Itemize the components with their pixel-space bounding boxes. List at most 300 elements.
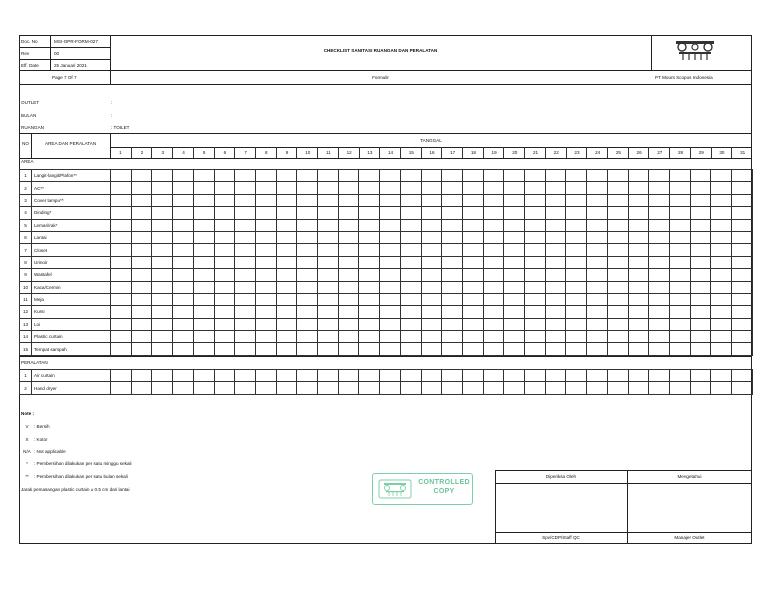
check-cell[interactable] (173, 194, 194, 206)
check-cell[interactable] (400, 231, 421, 243)
check-cell[interactable] (545, 343, 566, 355)
check-cell[interactable] (131, 306, 152, 318)
check-cell[interactable] (338, 281, 359, 293)
check-cell[interactable] (359, 318, 380, 330)
check-cell[interactable] (131, 231, 152, 243)
check-cell[interactable] (566, 182, 587, 194)
check-cell[interactable] (338, 194, 359, 206)
check-cell[interactable] (628, 244, 649, 256)
check-cell[interactable] (566, 170, 587, 182)
check-cell[interactable] (462, 269, 483, 281)
check-cell[interactable] (690, 370, 711, 382)
check-cell[interactable] (297, 182, 318, 194)
check-cell[interactable] (255, 331, 276, 343)
check-cell[interactable] (380, 207, 401, 219)
check-cell[interactable] (483, 207, 504, 219)
check-cell[interactable] (400, 306, 421, 318)
check-cell[interactable] (131, 194, 152, 206)
check-cell[interactable] (566, 194, 587, 206)
check-cell[interactable] (255, 343, 276, 355)
check-cell[interactable] (732, 170, 753, 182)
check-cell[interactable] (545, 293, 566, 305)
check-cell[interactable] (504, 318, 525, 330)
check-cell[interactable] (462, 382, 483, 394)
check-cell[interactable] (173, 182, 194, 194)
check-cell[interactable] (483, 182, 504, 194)
check-cell[interactable] (587, 343, 608, 355)
check-cell[interactable] (462, 370, 483, 382)
check-cell[interactable] (276, 170, 297, 182)
check-cell[interactable] (338, 207, 359, 219)
check-cell[interactable] (318, 370, 339, 382)
check-cell[interactable] (173, 331, 194, 343)
check-cell[interactable] (711, 231, 732, 243)
check-cell[interactable] (193, 244, 214, 256)
check-cell[interactable] (338, 256, 359, 268)
check-cell[interactable] (152, 318, 173, 330)
check-cell[interactable] (214, 182, 235, 194)
check-cell[interactable] (111, 370, 132, 382)
check-cell[interactable] (566, 318, 587, 330)
check-cell[interactable] (152, 244, 173, 256)
check-cell[interactable] (587, 281, 608, 293)
check-cell[interactable] (690, 194, 711, 206)
check-cell[interactable] (483, 293, 504, 305)
check-cell[interactable] (504, 182, 525, 194)
check-cell[interactable] (545, 281, 566, 293)
check-cell[interactable] (338, 382, 359, 394)
check-cell[interactable] (566, 343, 587, 355)
check-cell[interactable] (442, 256, 463, 268)
check-cell[interactable] (545, 318, 566, 330)
check-cell[interactable] (690, 182, 711, 194)
check-cell[interactable] (297, 293, 318, 305)
check-cell[interactable] (711, 318, 732, 330)
check-cell[interactable] (732, 207, 753, 219)
check-cell[interactable] (152, 306, 173, 318)
check-cell[interactable] (400, 182, 421, 194)
check-cell[interactable] (193, 170, 214, 182)
check-cell[interactable] (400, 194, 421, 206)
check-cell[interactable] (235, 170, 256, 182)
check-cell[interactable] (587, 207, 608, 219)
check-cell[interactable] (628, 318, 649, 330)
check-cell[interactable] (359, 182, 380, 194)
check-cell[interactable] (607, 370, 628, 382)
check-cell[interactable] (442, 382, 463, 394)
check-cell[interactable] (152, 231, 173, 243)
check-cell[interactable] (732, 306, 753, 318)
check-cell[interactable] (628, 382, 649, 394)
check-cell[interactable] (421, 306, 442, 318)
check-cell[interactable] (359, 293, 380, 305)
check-cell[interactable] (421, 269, 442, 281)
check-cell[interactable] (173, 244, 194, 256)
check-cell[interactable] (235, 219, 256, 231)
check-cell[interactable] (255, 244, 276, 256)
check-cell[interactable] (255, 293, 276, 305)
check-cell[interactable] (462, 219, 483, 231)
check-cell[interactable] (669, 256, 690, 268)
check-cell[interactable] (338, 331, 359, 343)
check-cell[interactable] (483, 219, 504, 231)
check-cell[interactable] (152, 269, 173, 281)
check-cell[interactable] (462, 281, 483, 293)
check-cell[interactable] (669, 331, 690, 343)
check-cell[interactable] (566, 231, 587, 243)
check-cell[interactable] (255, 370, 276, 382)
check-cell[interactable] (235, 194, 256, 206)
check-cell[interactable] (193, 331, 214, 343)
check-cell[interactable] (545, 170, 566, 182)
check-cell[interactable] (400, 281, 421, 293)
check-cell[interactable] (649, 194, 670, 206)
check-cell[interactable] (421, 182, 442, 194)
check-cell[interactable] (690, 231, 711, 243)
check-cell[interactable] (669, 318, 690, 330)
check-cell[interactable] (131, 219, 152, 231)
check-cell[interactable] (690, 306, 711, 318)
check-cell[interactable] (235, 343, 256, 355)
check-cell[interactable] (193, 182, 214, 194)
check-cell[interactable] (649, 269, 670, 281)
check-cell[interactable] (732, 370, 753, 382)
check-cell[interactable] (400, 343, 421, 355)
check-cell[interactable] (111, 331, 132, 343)
check-cell[interactable] (152, 382, 173, 394)
check-cell[interactable] (483, 281, 504, 293)
check-cell[interactable] (442, 219, 463, 231)
check-cell[interactable] (690, 382, 711, 394)
check-cell[interactable] (318, 244, 339, 256)
check-cell[interactable] (338, 370, 359, 382)
check-cell[interactable] (297, 306, 318, 318)
check-cell[interactable] (483, 194, 504, 206)
check-cell[interactable] (442, 244, 463, 256)
check-cell[interactable] (587, 170, 608, 182)
check-cell[interactable] (587, 269, 608, 281)
check-cell[interactable] (380, 269, 401, 281)
check-cell[interactable] (504, 207, 525, 219)
check-cell[interactable] (566, 244, 587, 256)
check-cell[interactable] (400, 207, 421, 219)
check-cell[interactable] (462, 293, 483, 305)
check-cell[interactable] (214, 318, 235, 330)
check-cell[interactable] (173, 281, 194, 293)
check-cell[interactable] (649, 306, 670, 318)
check-cell[interactable] (732, 281, 753, 293)
check-cell[interactable] (131, 293, 152, 305)
check-cell[interactable] (525, 269, 546, 281)
check-cell[interactable] (628, 207, 649, 219)
check-cell[interactable] (628, 370, 649, 382)
check-cell[interactable] (690, 343, 711, 355)
check-cell[interactable] (462, 170, 483, 182)
check-cell[interactable] (483, 244, 504, 256)
check-cell[interactable] (504, 382, 525, 394)
check-cell[interactable] (297, 331, 318, 343)
check-cell[interactable] (235, 256, 256, 268)
check-cell[interactable] (111, 382, 132, 394)
check-cell[interactable] (690, 244, 711, 256)
check-cell[interactable] (545, 231, 566, 243)
check-cell[interactable] (111, 231, 132, 243)
check-cell[interactable] (607, 318, 628, 330)
check-cell[interactable] (628, 269, 649, 281)
check-cell[interactable] (587, 306, 608, 318)
check-cell[interactable] (131, 318, 152, 330)
check-cell[interactable] (255, 281, 276, 293)
check-cell[interactable] (235, 306, 256, 318)
check-cell[interactable] (711, 293, 732, 305)
check-cell[interactable] (504, 281, 525, 293)
check-cell[interactable] (442, 194, 463, 206)
check-cell[interactable] (152, 293, 173, 305)
check-cell[interactable] (525, 194, 546, 206)
check-cell[interactable] (732, 182, 753, 194)
check-cell[interactable] (628, 293, 649, 305)
check-cell[interactable] (442, 293, 463, 305)
check-cell[interactable] (607, 244, 628, 256)
check-cell[interactable] (111, 244, 132, 256)
check-cell[interactable] (111, 170, 132, 182)
check-cell[interactable] (525, 293, 546, 305)
check-cell[interactable] (732, 382, 753, 394)
check-cell[interactable] (193, 207, 214, 219)
check-cell[interactable] (711, 343, 732, 355)
check-cell[interactable] (421, 318, 442, 330)
check-cell[interactable] (359, 306, 380, 318)
check-cell[interactable] (276, 207, 297, 219)
check-cell[interactable] (276, 269, 297, 281)
check-cell[interactable] (732, 219, 753, 231)
check-cell[interactable] (566, 306, 587, 318)
check-cell[interactable] (545, 382, 566, 394)
check-cell[interactable] (649, 331, 670, 343)
check-cell[interactable] (587, 382, 608, 394)
check-cell[interactable] (545, 269, 566, 281)
check-cell[interactable] (628, 343, 649, 355)
check-cell[interactable] (628, 306, 649, 318)
check-cell[interactable] (545, 244, 566, 256)
check-cell[interactable] (318, 219, 339, 231)
check-cell[interactable] (711, 269, 732, 281)
check-cell[interactable] (462, 207, 483, 219)
check-cell[interactable] (504, 194, 525, 206)
check-cell[interactable] (235, 293, 256, 305)
check-cell[interactable] (711, 256, 732, 268)
check-cell[interactable] (131, 370, 152, 382)
check-cell[interactable] (255, 182, 276, 194)
check-cell[interactable] (483, 382, 504, 394)
check-cell[interactable] (421, 370, 442, 382)
check-cell[interactable] (607, 306, 628, 318)
check-cell[interactable] (587, 293, 608, 305)
check-cell[interactable] (297, 194, 318, 206)
check-cell[interactable] (400, 219, 421, 231)
check-cell[interactable] (504, 219, 525, 231)
check-cell[interactable] (504, 343, 525, 355)
check-cell[interactable] (111, 306, 132, 318)
check-cell[interactable] (587, 219, 608, 231)
check-cell[interactable] (276, 194, 297, 206)
check-cell[interactable] (690, 269, 711, 281)
check-cell[interactable] (421, 281, 442, 293)
check-cell[interactable] (214, 170, 235, 182)
check-cell[interactable] (400, 382, 421, 394)
check-cell[interactable] (131, 331, 152, 343)
check-cell[interactable] (587, 318, 608, 330)
check-cell[interactable] (607, 331, 628, 343)
check-cell[interactable] (421, 382, 442, 394)
check-cell[interactable] (690, 281, 711, 293)
check-cell[interactable] (483, 256, 504, 268)
check-cell[interactable] (628, 331, 649, 343)
check-cell[interactable] (711, 194, 732, 206)
check-cell[interactable] (214, 343, 235, 355)
check-cell[interactable] (421, 331, 442, 343)
check-cell[interactable] (214, 244, 235, 256)
check-cell[interactable] (690, 207, 711, 219)
check-cell[interactable] (442, 269, 463, 281)
check-cell[interactable] (462, 318, 483, 330)
check-cell[interactable] (152, 370, 173, 382)
check-cell[interactable] (669, 219, 690, 231)
check-cell[interactable] (607, 182, 628, 194)
check-cell[interactable] (711, 244, 732, 256)
check-cell[interactable] (152, 219, 173, 231)
check-cell[interactable] (545, 194, 566, 206)
check-cell[interactable] (380, 231, 401, 243)
check-cell[interactable] (628, 170, 649, 182)
check-cell[interactable] (318, 231, 339, 243)
check-cell[interactable] (235, 269, 256, 281)
check-cell[interactable] (359, 256, 380, 268)
check-cell[interactable] (235, 207, 256, 219)
check-cell[interactable] (504, 231, 525, 243)
check-cell[interactable] (649, 293, 670, 305)
check-cell[interactable] (690, 331, 711, 343)
check-cell[interactable] (545, 331, 566, 343)
check-cell[interactable] (255, 231, 276, 243)
check-cell[interactable] (442, 343, 463, 355)
check-cell[interactable] (607, 194, 628, 206)
check-cell[interactable] (442, 207, 463, 219)
check-cell[interactable] (421, 231, 442, 243)
check-cell[interactable] (545, 182, 566, 194)
check-cell[interactable] (732, 293, 753, 305)
check-cell[interactable] (442, 331, 463, 343)
check-cell[interactable] (421, 244, 442, 256)
check-cell[interactable] (566, 382, 587, 394)
check-cell[interactable] (504, 370, 525, 382)
check-cell[interactable] (193, 231, 214, 243)
check-cell[interactable] (235, 281, 256, 293)
check-cell[interactable] (255, 269, 276, 281)
check-cell[interactable] (111, 207, 132, 219)
check-cell[interactable] (607, 231, 628, 243)
check-cell[interactable] (711, 306, 732, 318)
check-cell[interactable] (193, 382, 214, 394)
check-cell[interactable] (173, 256, 194, 268)
check-cell[interactable] (732, 269, 753, 281)
check-cell[interactable] (690, 170, 711, 182)
check-cell[interactable] (400, 244, 421, 256)
check-cell[interactable] (152, 170, 173, 182)
check-cell[interactable] (483, 231, 504, 243)
check-cell[interactable] (255, 318, 276, 330)
check-cell[interactable] (338, 170, 359, 182)
check-cell[interactable] (193, 256, 214, 268)
check-cell[interactable] (711, 331, 732, 343)
check-cell[interactable] (628, 256, 649, 268)
check-cell[interactable] (732, 256, 753, 268)
check-cell[interactable] (152, 194, 173, 206)
check-cell[interactable] (649, 182, 670, 194)
check-cell[interactable] (111, 194, 132, 206)
check-cell[interactable] (359, 194, 380, 206)
check-cell[interactable] (380, 281, 401, 293)
check-cell[interactable] (338, 306, 359, 318)
check-cell[interactable] (669, 194, 690, 206)
check-cell[interactable] (380, 256, 401, 268)
check-cell[interactable] (235, 370, 256, 382)
check-cell[interactable] (669, 182, 690, 194)
check-cell[interactable] (297, 370, 318, 382)
check-cell[interactable] (173, 170, 194, 182)
check-cell[interactable] (504, 293, 525, 305)
check-cell[interactable] (380, 293, 401, 305)
check-cell[interactable] (338, 318, 359, 330)
check-cell[interactable] (318, 256, 339, 268)
check-cell[interactable] (462, 244, 483, 256)
check-cell[interactable] (214, 256, 235, 268)
check-cell[interactable] (483, 331, 504, 343)
check-cell[interactable] (276, 370, 297, 382)
check-cell[interactable] (359, 269, 380, 281)
check-cell[interactable] (442, 281, 463, 293)
check-cell[interactable] (525, 182, 546, 194)
check-cell[interactable] (732, 231, 753, 243)
check-cell[interactable] (442, 182, 463, 194)
check-cell[interactable] (400, 331, 421, 343)
check-cell[interactable] (525, 318, 546, 330)
check-cell[interactable] (649, 219, 670, 231)
check-cell[interactable] (504, 306, 525, 318)
check-cell[interactable] (359, 370, 380, 382)
check-cell[interactable] (462, 306, 483, 318)
check-cell[interactable] (255, 207, 276, 219)
check-cell[interactable] (173, 231, 194, 243)
check-cell[interactable] (111, 256, 132, 268)
check-cell[interactable] (483, 306, 504, 318)
check-cell[interactable] (380, 331, 401, 343)
check-cell[interactable] (421, 194, 442, 206)
check-cell[interactable] (587, 194, 608, 206)
check-cell[interactable] (690, 219, 711, 231)
check-cell[interactable] (690, 293, 711, 305)
check-cell[interactable] (276, 256, 297, 268)
check-cell[interactable] (525, 281, 546, 293)
check-cell[interactable] (276, 231, 297, 243)
check-cell[interactable] (711, 281, 732, 293)
check-cell[interactable] (711, 207, 732, 219)
check-cell[interactable] (152, 207, 173, 219)
check-cell[interactable] (669, 343, 690, 355)
check-cell[interactable] (131, 256, 152, 268)
check-cell[interactable] (525, 170, 546, 182)
check-cell[interactable] (669, 207, 690, 219)
